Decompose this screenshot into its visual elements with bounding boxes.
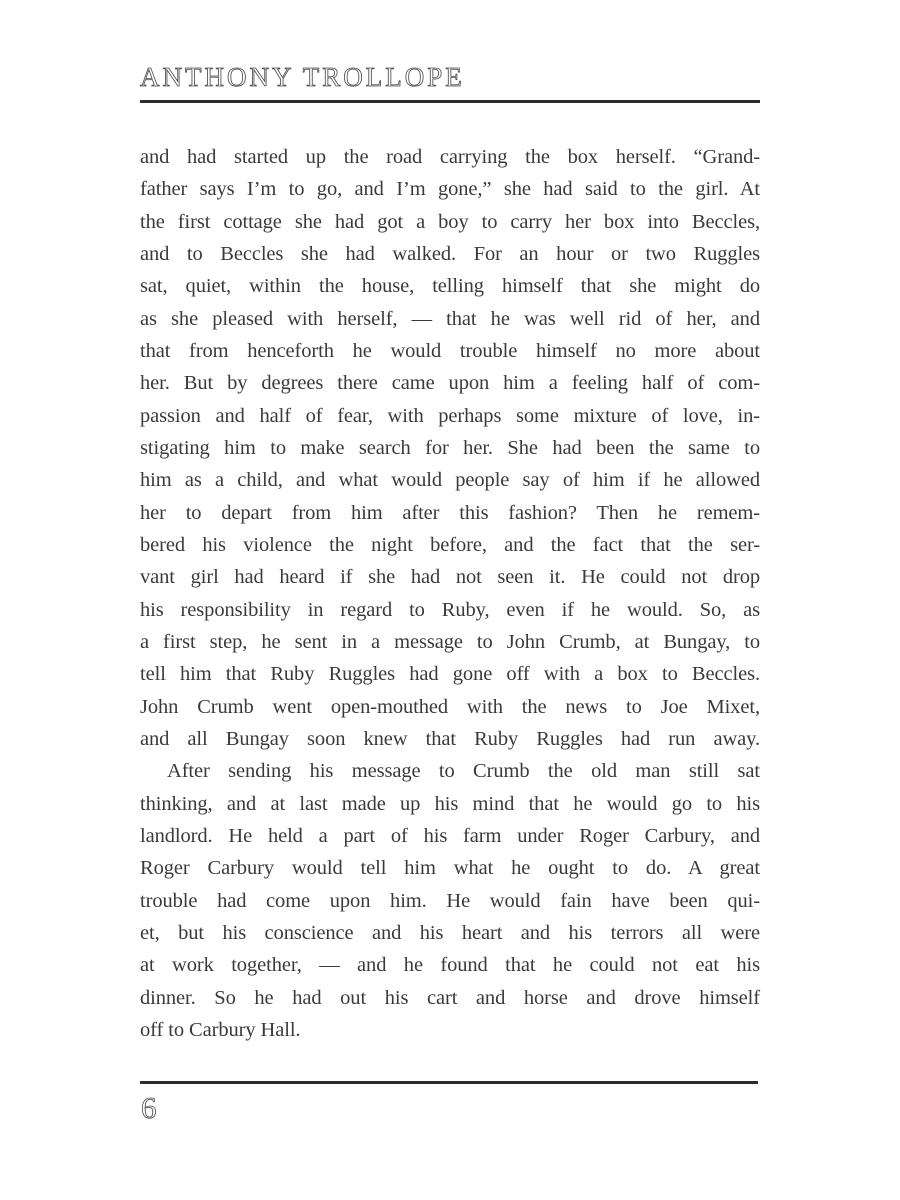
text-line: Roger Carbury would tell him what he ought to do. A great (140, 857, 760, 880)
text-line: passion and half of fear, with perhaps some mixture of love, in- (140, 404, 760, 427)
text-line: bered his violence the night before, and the fact that the ser- (140, 533, 760, 556)
text-line: the first cottage she had got a boy to carry her box into Beccles, (140, 210, 760, 233)
text-line: After sending his message to Crumb the old man still sat (167, 760, 760, 783)
body-text (140, 141, 760, 1046)
text-line: dinner. So he had out his cart and horse and drove himself (140, 986, 760, 1009)
text-line: et, but his conscience and his heart and his terrors all were (140, 921, 760, 944)
footer-rule (140, 1081, 758, 1084)
text-line: sat, quiet, within the house, telling himself that she might do (140, 275, 760, 298)
text-line: that from henceforth he would trouble himself no more about (140, 339, 760, 362)
text-line: and to Beccles she had walked. For an hour or two Ruggles (140, 242, 760, 265)
text-line: stigating him to make search for her. She had been the same to (140, 436, 760, 459)
text-line: as she pleased with herself, — that he was well rid of her, and (140, 307, 760, 330)
text-line: thinking, and at last made up his mind that he would go to his (140, 792, 760, 815)
text-line: him as a child, and what would people say of him if he allowed (140, 469, 760, 492)
text-line: vant girl had heard if she had not seen it. He could not drop (140, 566, 760, 589)
text-line: John Crumb went open-mouthed with the news to Joe Mixet, (140, 695, 760, 718)
text-line: father says I’m to go, and I’m gone,” she had said to the girl. At (140, 178, 760, 201)
running-head-title: ANTHONY TROLLOPE (140, 62, 465, 92)
text-line: at work together, — and he found that he could not eat his (140, 954, 760, 977)
text-line: and all Bungay soon knew that Ruby Ruggles had run away. (140, 727, 760, 750)
text-line: her to depart from him after this fashion? Then he remem- (140, 501, 760, 524)
text-line: and had started up the road carrying the box herself. “Grand- (140, 146, 760, 168)
text-line: off to Carbury Hall. (140, 1018, 301, 1041)
text-line: a first step, he sent in a message to John Crumb, at Bungay, to (140, 630, 760, 653)
text-line: tell him that Ruby Ruggles had gone off with a box to Beccles. (140, 663, 760, 686)
text-line: landlord. He held a part of his farm under Roger Carbury, and (140, 824, 760, 847)
text-line: his responsibility in regard to Ruby, even if he would. So, as (140, 598, 760, 621)
text-line: her. But by degrees there came upon him a feeling half of com- (140, 372, 760, 395)
text-line: trouble had come upon him. He would fain have been qui- (140, 889, 760, 912)
header-rule (140, 100, 760, 103)
page-number: 6 (141, 1090, 157, 1125)
